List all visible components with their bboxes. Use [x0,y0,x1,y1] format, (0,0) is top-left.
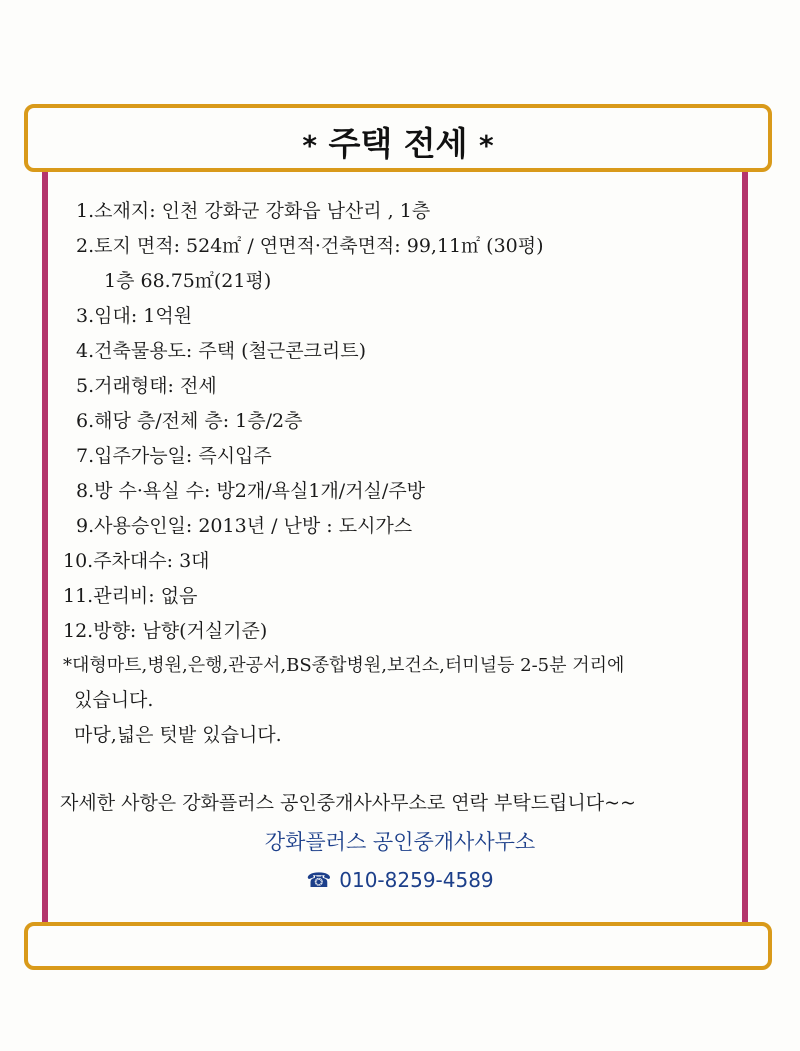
closing-note: 자세한 사항은 강화플러스 공인중개사사무소로 연락 부탁드립니다~~ [60,792,636,814]
bottom-banner [24,922,772,970]
item-maintenance-fee: 11.관리비: 없음 [63,585,198,607]
title-star-right: * [479,129,494,162]
item-rooms: 8.방 수·욕실 수: 방2개/욕실1개/거실/주방 [76,480,426,502]
item-floor: 6.해당 층/전체 층: 1층/2층 [76,410,303,432]
item-location: 1.소재지: 인천 강화군 강화읍 남산리 , 1층 [76,200,431,222]
item-transaction-type: 5.거래형태: 전세 [76,375,217,397]
item-nearby: *대형마트,병원,은행,관공서,BS종합병원,보건소,터미널등 2-5분 거리에 [63,655,625,676]
item-direction: 12.방향: 남향(거실기준) [63,620,268,642]
item-parking: 10.주차대수: 3대 [63,550,210,572]
office-name: 강화플러스 공인중개사사무소 [264,830,536,854]
title-text: 주택 전세 [328,124,468,163]
item-lease: 3.임대: 1억원 [76,305,193,327]
item-nearby-cont: 있습니다. [74,689,154,711]
item-move-in: 7.입주가능일: 즉시입주 [76,445,272,467]
item-area: 2.토지 면적: 524㎡ / 연면적·건축면적: 99,11㎡ (30평) [76,235,544,257]
item-approval-heating: 9.사용승인일: 2013년 / 난방 : 도시가스 [76,515,413,537]
title-star-left: * [302,129,317,162]
title-banner [24,104,772,172]
item-garden: 마당,넓은 텃밭 있습니다. [74,724,282,746]
phone-number: 010-8259-4589 [339,868,494,892]
telephone-icon: ☎ [306,868,332,892]
item-area-floor1: 1층 68.75㎡(21평) [104,270,272,292]
page-title [28,118,768,165]
phone-line [0,868,800,892]
item-building-use: 4.건축물용도: 주택 (철근콘크리트) [76,340,367,362]
